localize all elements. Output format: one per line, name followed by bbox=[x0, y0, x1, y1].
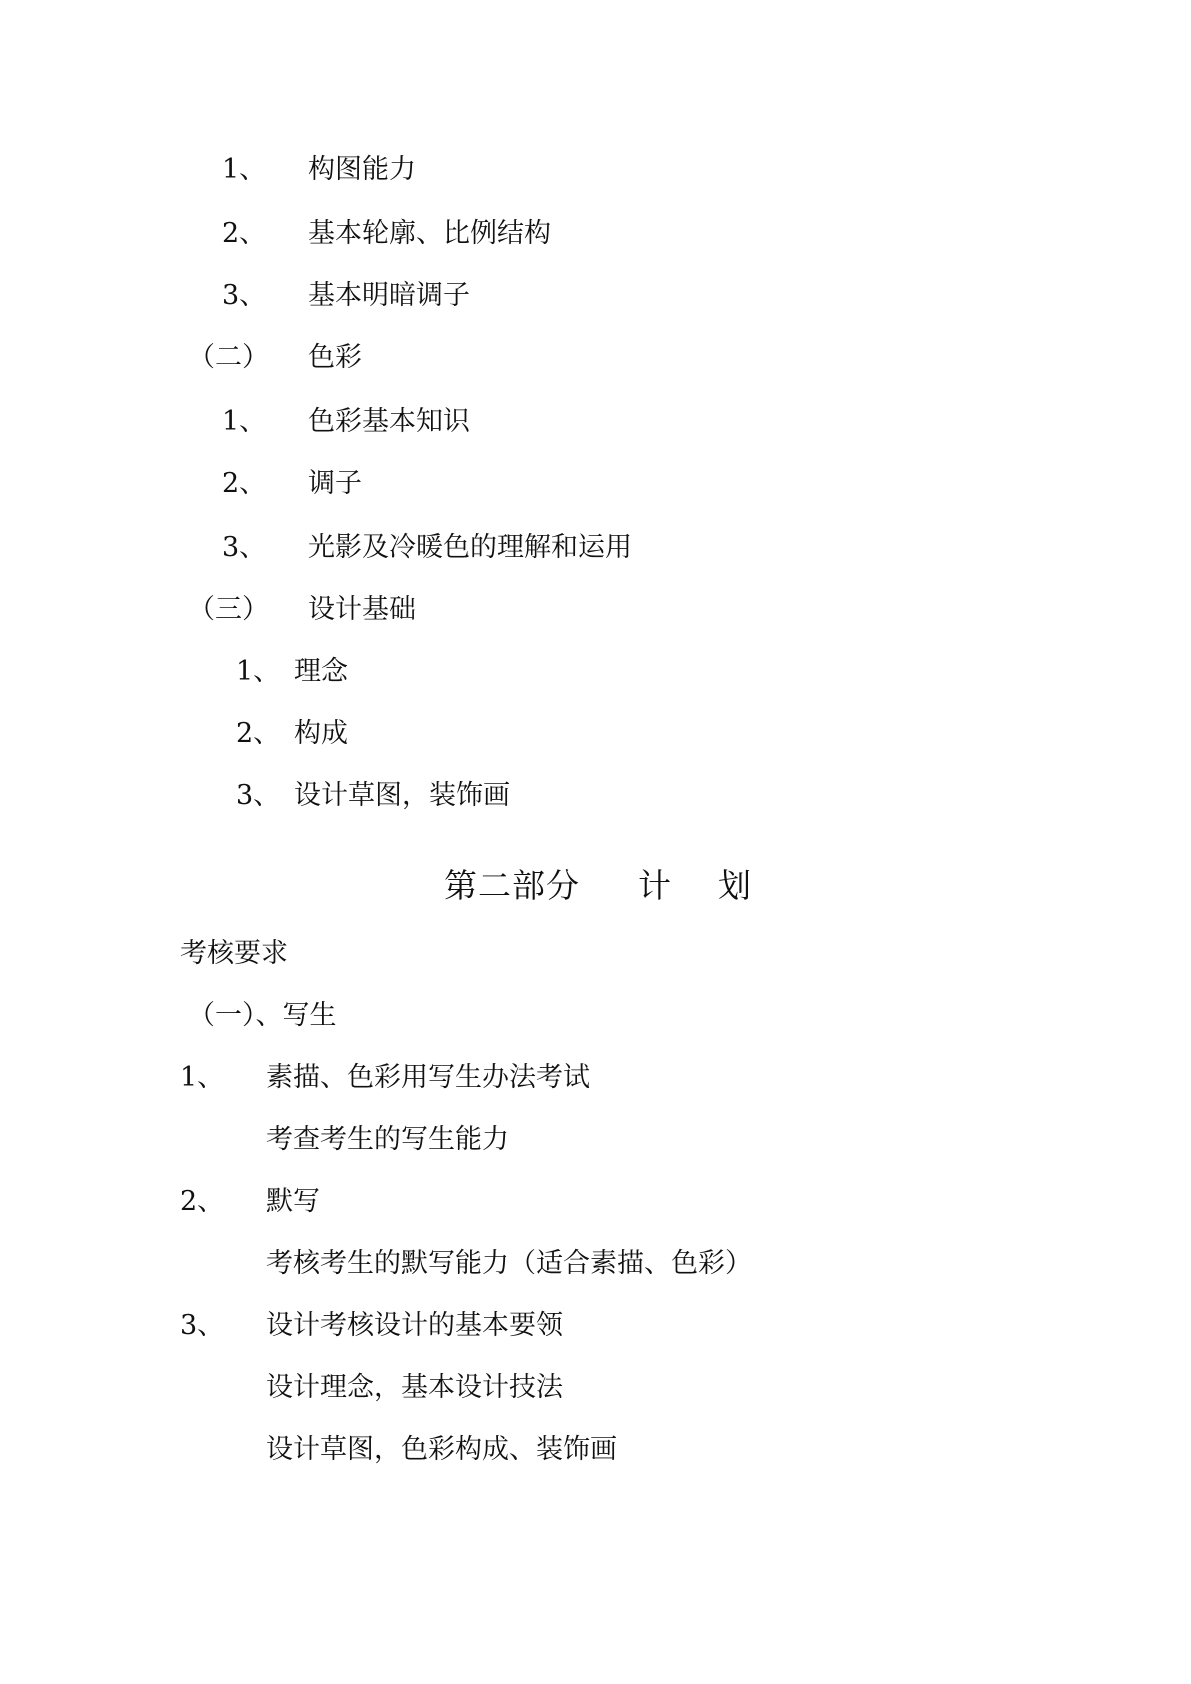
section-number: （二） bbox=[188, 342, 269, 373]
list-item-text: 设计草图，装饰画 bbox=[294, 780, 510, 811]
list-item-text: 设计考核设计的基本要领 bbox=[266, 1310, 563, 1341]
section-title: 设计基础 bbox=[308, 594, 416, 625]
list-number: 2、 bbox=[236, 718, 281, 749]
list-item-text: 构成 bbox=[294, 718, 348, 749]
list-number: 1、 bbox=[222, 406, 267, 437]
list-number: 1、 bbox=[222, 154, 267, 185]
list-item-text: 光影及冷暖色的理解和运用 bbox=[308, 532, 632, 563]
section-title: 色彩 bbox=[308, 342, 362, 373]
list-item-text: 色彩基本知识 bbox=[308, 406, 470, 437]
subsection-title: （一）、写生 bbox=[188, 1000, 337, 1031]
part-label: 第二部分 bbox=[444, 866, 580, 905]
list-number: 2、 bbox=[222, 218, 267, 249]
list-number: 3、 bbox=[222, 532, 267, 563]
list-number: 3、 bbox=[222, 280, 267, 311]
list-item-text: 调子 bbox=[308, 468, 362, 499]
list-number: 1、 bbox=[180, 1062, 225, 1093]
heading-word: 计 bbox=[638, 866, 672, 905]
list-item-text: 理念 bbox=[294, 656, 348, 687]
list-number: 2、 bbox=[222, 468, 267, 499]
list-number: 3、 bbox=[236, 780, 281, 811]
list-number: 2、 bbox=[180, 1186, 225, 1217]
assessment-title: 考核要求 bbox=[180, 938, 288, 969]
section-number: （三） bbox=[188, 594, 269, 625]
item-detail: 考核考生的默写能力（适合素描、色彩） bbox=[266, 1248, 752, 1279]
item-detail: 设计草图，色彩构成、装饰画 bbox=[266, 1434, 617, 1465]
list-item-text: 基本明暗调子 bbox=[308, 280, 470, 311]
list-item-text: 基本轮廓、比例结构 bbox=[308, 218, 551, 249]
item-detail: 设计理念，基本设计技法 bbox=[266, 1372, 563, 1403]
list-number: 1、 bbox=[236, 656, 281, 687]
item-detail: 考查考生的写生能力 bbox=[266, 1124, 509, 1155]
list-number: 3、 bbox=[180, 1310, 225, 1341]
heading-word: 划 bbox=[718, 866, 752, 905]
list-item-text: 默写 bbox=[266, 1186, 320, 1217]
list-item-text: 素描、色彩用写生办法考试 bbox=[266, 1062, 590, 1093]
list-item-text: 构图能力 bbox=[308, 154, 416, 185]
